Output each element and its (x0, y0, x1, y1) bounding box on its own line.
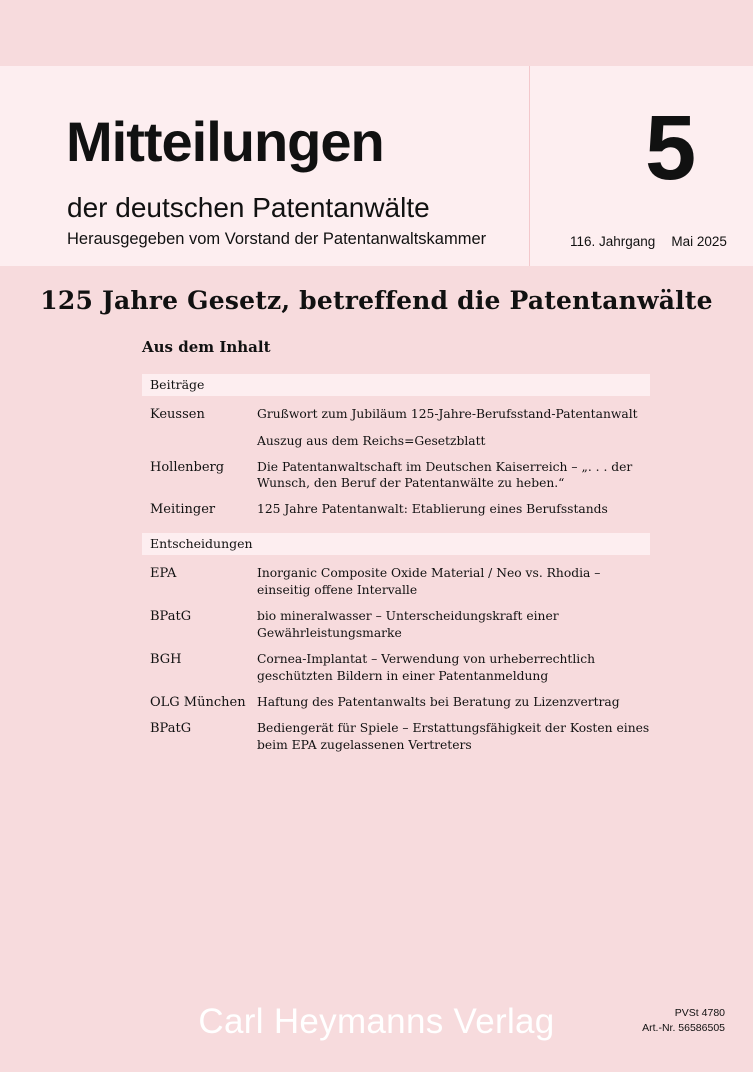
footer-code-artnr: Art.-Nr. 56586505 (642, 1022, 725, 1035)
entry-title: Bediengerät für Spiele – Erstattungsfähigkeit der Kosten eines beim EPA zugelassenen Vertreters (257, 721, 650, 753)
toc-section-header-beitraege: Beiträge (142, 374, 650, 396)
list-item[interactable] (142, 433, 650, 450)
entry-author: Keussen (150, 407, 205, 422)
entry-author: Meitinger (150, 502, 216, 518)
list-item[interactable] (142, 459, 650, 493)
entry-title: Grußwort zum Jubiläum 125-Jahre-Berufsstand-Patentanwalt (257, 407, 638, 421)
entry-author: Hollenberg (150, 459, 225, 475)
entry-author: BGH (150, 651, 182, 667)
entry-title: Inorganic Composite Oxide Material / Neo vs. Rhodia – einseitig offene Intervalle (257, 566, 601, 597)
list-item[interactable] (142, 608, 650, 642)
entry-title: 125 Jahre Patentanwalt: Etablierung eines Berufsstands (257, 502, 608, 517)
entry-title: bio mineralwasser – Unterscheidungskraft einer Gewährleistungsmarke (257, 608, 559, 640)
cover-headline: 125 Jahre Gesetz, betreffend die Patentanwälte (40, 286, 713, 315)
publisher-logo: Carl Heymanns Verlag (198, 1002, 555, 1041)
list-item[interactable] (142, 720, 650, 754)
issue-date: Mai 2025 (671, 234, 727, 249)
masthead-divider (529, 66, 530, 266)
list-item[interactable] (142, 501, 650, 519)
issue-meta (570, 234, 730, 249)
footer-codes (642, 1006, 725, 1036)
page-subtitle: der deutschen Patentanwälte (67, 192, 430, 223)
issue-volume: 116. Jahrgang (570, 234, 656, 249)
masthead (0, 66, 753, 266)
list-item[interactable] (142, 651, 650, 685)
entry-author: BPatG (150, 721, 192, 737)
toc-section-header-entscheidungen: Entscheidungen (142, 533, 650, 555)
entry-title: Die Patentanwaltschaft im Deutschen Kaiserreich – „. . . der Wunsch, den Beruf der Patentanwälte zu heben.“ (257, 459, 633, 491)
list-item[interactable] (142, 565, 650, 599)
list-item[interactable] (142, 406, 650, 424)
entry-title: Haftung des Patentanwalts bei Beratung zu Lizenzvertrag (257, 694, 620, 709)
entry-title: Cornea-Implantat – Verwendung von urheberrechtlich geschützten Bildern in einer Patentanmeldung (257, 651, 596, 683)
page-title: Mitteilungen (66, 110, 384, 173)
entry-author: BPatG (150, 608, 192, 624)
table-of-contents (142, 374, 650, 763)
entry-author: OLG München (150, 694, 246, 710)
entry-author: EPA (150, 566, 177, 581)
list-item[interactable] (142, 694, 650, 712)
footer-code-pvst: PVSt 4780 (674, 1007, 725, 1019)
toc-label: Aus dem Inhalt (142, 338, 271, 356)
issue-number: 5 (645, 97, 697, 199)
publisher-note: Herausgegeben vom Vorstand der Patentanwaltskammer (67, 230, 487, 248)
entry-title: Auszug aus dem Reichs=Gesetzblatt (257, 433, 486, 448)
